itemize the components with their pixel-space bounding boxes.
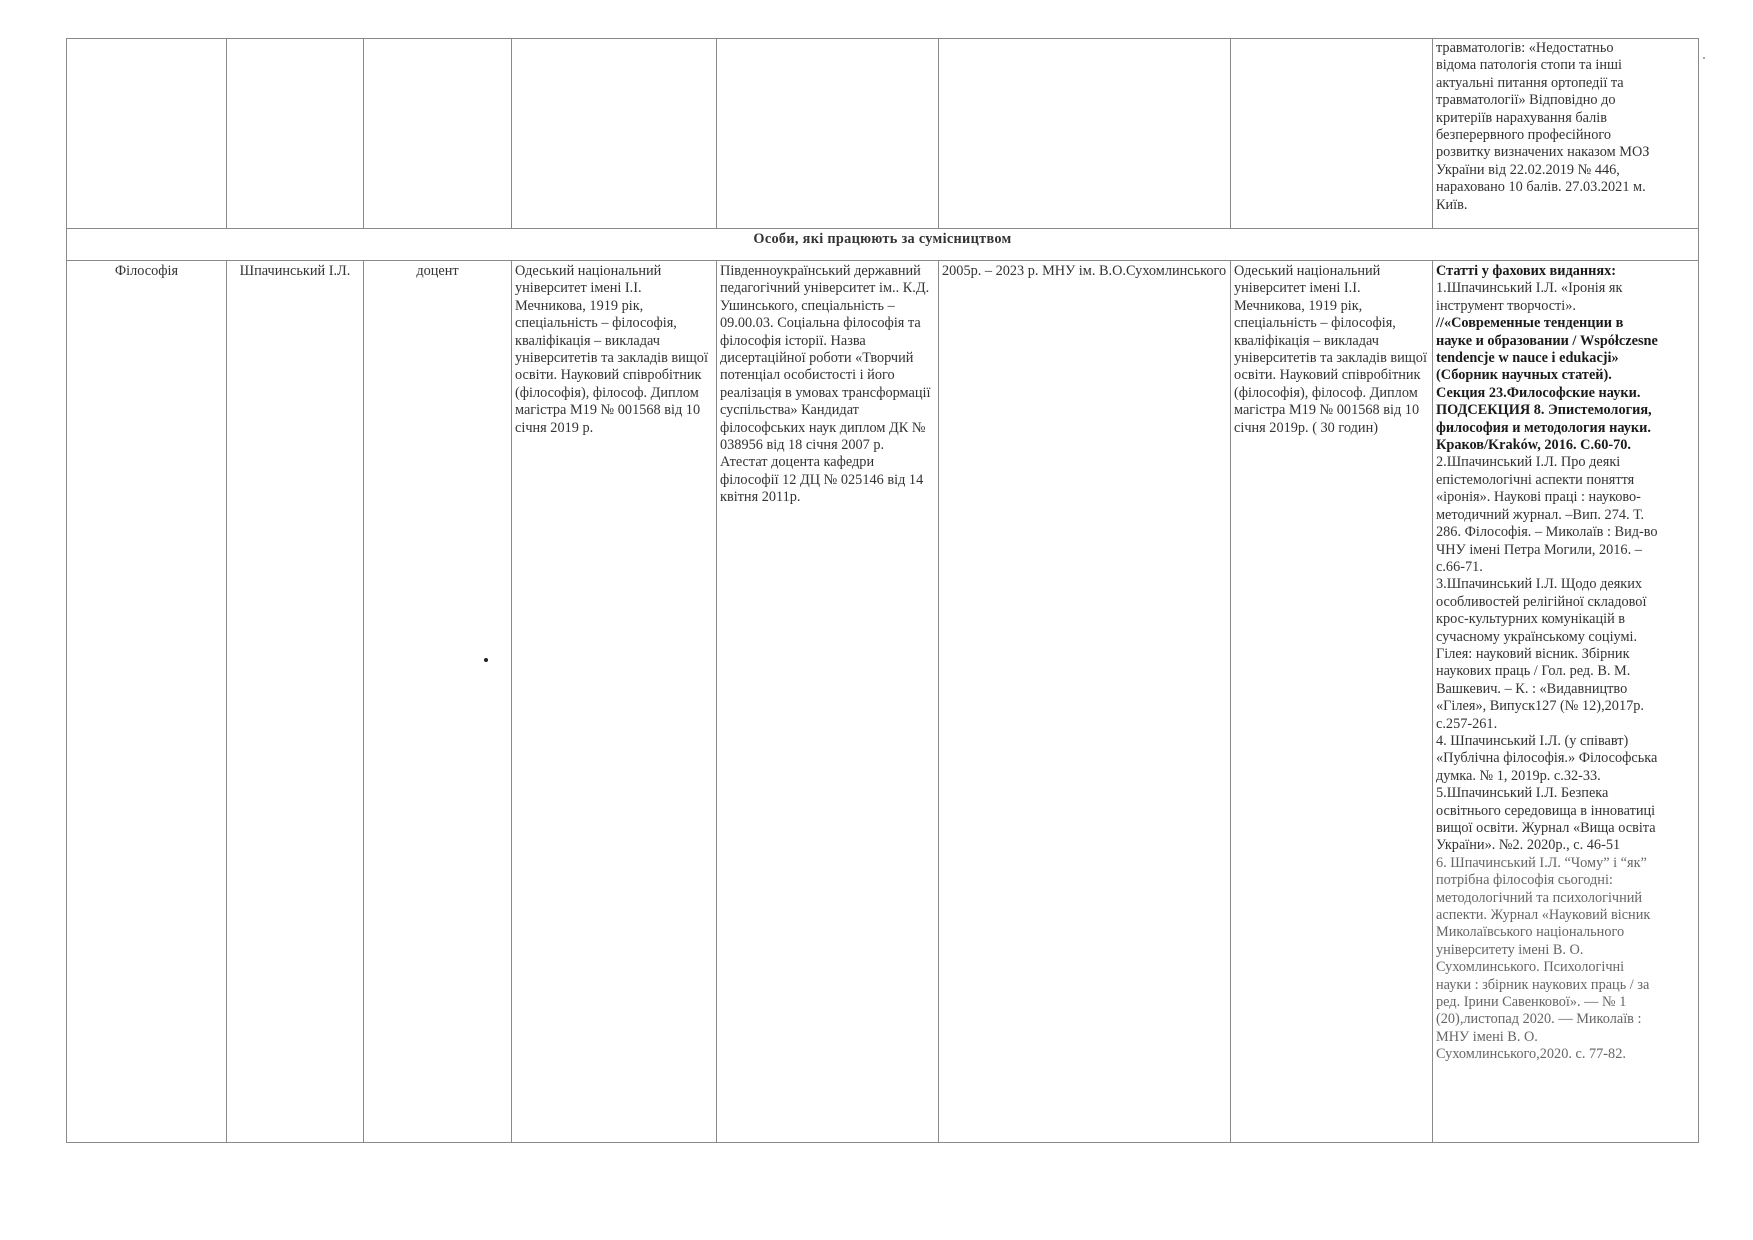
scan-speck (1703, 57, 1705, 59)
pub-line: ред. Ірини Савенкової». — № 1 (1436, 994, 1627, 1011)
pub-line: потрібна філософія сьогодні: (1436, 872, 1613, 889)
pub-line: (20),листопад 2020. — Миколаїв : (1436, 1011, 1642, 1028)
pub-line: Сухомлинського. Психологічні (1436, 959, 1625, 976)
pub-line: «іронія». Наукові праці : науково- (1436, 489, 1641, 506)
continuation-line: розвитку визначених наказом МОЗ (1436, 144, 1650, 161)
empty-cell (512, 39, 717, 229)
pub-line: //«Современные тенденции в (1436, 315, 1624, 332)
pub-line: ЧНУ імені Петра Могили, 2016. – (1436, 541, 1642, 558)
pub-line: крос-культурних комунікацій в (1436, 611, 1626, 628)
pub-line: освітнього середовища в інноватиці (1436, 802, 1656, 819)
publications-heading: Статті у фахових виданнях: (1436, 263, 1617, 279)
continuation-line: травматологів: «Недостатньо (1436, 40, 1614, 56)
section-title: Особи, які працюють за сумісництвом (67, 229, 1699, 261)
degree-cell: Південноукраїнський державний педагогічний університет ім.. К.Д. Ушинського, спеціальність – 09.00.03. Соціальна філософія та філософія історії. Назва дисертаційної роботи «Творчий потенціал особистості і його реалізація в умовах трансформації суспільства» Кандидат філософських наук диплом ДК № 038956 від 18 січня 2007 р. Атестат доцента кафедри філософії 12 ДЦ № 025146 від 14 квітня 2011р. (717, 261, 939, 1143)
continuation-line: критеріїв нарахування балів (1436, 109, 1607, 126)
pub-line: науки : збірник наукових праць / за (1436, 976, 1650, 993)
staff-table (66, 38, 1699, 1143)
staff-row (67, 261, 1699, 1143)
pub-line: (Сборник научных статей). (1436, 367, 1612, 384)
continuation-line: травматології» Відповідно до (1436, 92, 1616, 109)
pub-line: методичний журнал. –Вип. 274. Т. (1436, 506, 1645, 523)
pub-line: Вашкевич. – К. : «Видавництво (1436, 680, 1628, 697)
pub-line: tendencje w nauce i edukacji» (1436, 350, 1619, 367)
empty-cell (939, 39, 1231, 229)
continuation-row (67, 39, 1699, 229)
name-cell: Шпачинський І.Л. (227, 261, 364, 1143)
pub-line: 2.Шпачинський І.Л. Про деякі (1436, 454, 1621, 471)
pub-line: сучасному українському соціумі. (1436, 628, 1638, 645)
pub-line: епістемологічні аспекти поняття (1436, 471, 1635, 488)
continuation-text-cell (1433, 39, 1699, 229)
pub-line: аспекти. Журнал «Науковий вісник (1436, 907, 1651, 924)
pub-line: 3.Шпачинський І.Л. Щодо деяких (1436, 576, 1643, 593)
continuation-line: України від 22.02.2019 № 446, (1436, 161, 1620, 178)
empty-cell (364, 39, 512, 229)
pub-line: философия и методология науки. (1436, 419, 1651, 436)
qualification-cell: Одеський національний університет імені І.І. Мечникова, 1919 рік, спеціальність – філософія, кваліфікація – викладач університетів та закладів вищої освіти. Науковий співробітник (філософія), філософ. Диплом магістра М19 № 001568 від 10 січня 2019р. ( 30 годин) (1231, 261, 1433, 1143)
pub-line: інструмент творчості». (1436, 297, 1577, 314)
pub-line: МНУ імені В. О. (1436, 1028, 1538, 1045)
pub-line: вищої освіти. Журнал «Вища освіта (1436, 820, 1656, 836)
pub-line: Гілея: науковий вісник. Збірник (1436, 645, 1630, 662)
pub-line: ПОДСЕКЦИЯ 8. Эпистемология, (1436, 402, 1652, 419)
pub-line: України». №2. 2020р., с. 46-51 (1436, 837, 1621, 854)
publications-cell (1433, 261, 1699, 1143)
pub-line: думка. № 1, 2019р. с.32-33. (1436, 767, 1601, 784)
empty-cell (227, 39, 364, 229)
pub-line: науке и образовании / Współczesne (1436, 332, 1658, 349)
pub-line: Краков/Kraków, 2016. С.60-70. (1436, 437, 1631, 454)
pub-line: «Гілея», Випуск127 (№ 12),2017р. (1436, 698, 1644, 715)
pub-line: Сухомлинського,2020. с. 77-82. (1436, 1046, 1626, 1063)
pub-line: «Публічна філософія.» Філософська (1436, 750, 1658, 767)
pub-line: с.257-261. (1436, 715, 1498, 732)
pub-line: 286. Філософія. – Миколаїв : Вид-во (1436, 524, 1658, 541)
empty-cell (1231, 39, 1433, 229)
pub-line: Секция 23.Философские науки. (1436, 384, 1641, 401)
continuation-line: безперервного професійного (1436, 127, 1612, 144)
continuation-line: Київ. (1436, 196, 1468, 213)
pub-line: університету імені В. О. (1436, 941, 1584, 958)
pub-line: 5.Шпачинський І.Л. Безпека (1436, 785, 1609, 802)
section-row (67, 229, 1699, 261)
pub-line: с.66-71. (1436, 558, 1483, 575)
education-cell: Одеський національний університет імені І.І. Мечникова, 1919 рік, спеціальність – філософія, кваліфікація – викладач університетів та закладів вищої освіти. Науковий співробітник (філософія), філософ. Диплом магістра М19 № 001568 від 10 січня 2019 р. (512, 261, 717, 1143)
pub-line: 6. Шпачинський І.Л. “Чому” і “як” (1436, 854, 1647, 871)
pub-line: особливостей релігійної складової (1436, 593, 1647, 610)
continuation-line: нараховано 10 балів. 27.03.2021 м. (1436, 179, 1646, 196)
position-cell: доцент (364, 261, 512, 1143)
empty-cell (717, 39, 939, 229)
continuation-line: актуальні питання ортопедії та (1436, 74, 1624, 91)
empty-cell (67, 39, 227, 229)
pub-line: методологічний та психологічний (1436, 889, 1643, 906)
experience-cell: 2005р. – 2023 р. МНУ ім. В.О.Сухомлинського (939, 261, 1231, 1143)
pub-line: 4. Шпачинський І.Л. (у співавт) (1436, 732, 1629, 749)
continuation-line: відома патологія стопи та інші (1436, 57, 1623, 74)
pub-line: Миколаївського національного (1436, 924, 1625, 941)
pub-line: 1.Шпачинський І.Л. «Іронія як (1436, 280, 1623, 297)
discipline-cell: Філософія (67, 261, 227, 1143)
pub-line: наукових праць / Гол. ред. В. М. (1436, 663, 1631, 680)
scan-speck (484, 658, 488, 662)
